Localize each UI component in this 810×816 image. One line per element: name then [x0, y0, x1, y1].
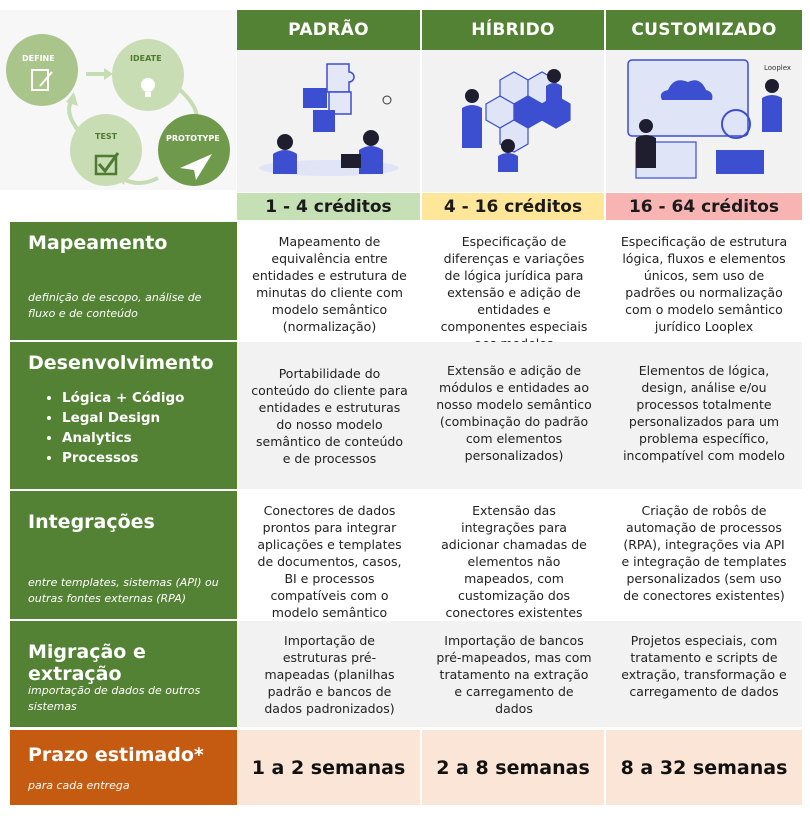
column-header-customizado: CUSTOMIZADO	[606, 10, 802, 50]
cell-integracoes-hibrido: Extensão das integrações para adicionar chamadas de elementos não mapeados, com customização dos conectores existentes	[422, 491, 606, 619]
row-title: Mapeamento	[28, 232, 168, 254]
cell-desenvolvimento-hibrido: Extensão e adição de módulos e entidades ao nosso modelo semântico (combinação do padrão com elementos personalizados)	[422, 342, 606, 489]
row-header-mapeamento	[10, 222, 237, 340]
step-ideate-label: IDEATE	[130, 54, 162, 63]
cell-migracao-padrao: Importação de estruturas pré-mapeadas (planilhas padrão e bancos de dados padronizados)	[237, 621, 422, 727]
cell-desenvolvimento-padrao: Portabilidade do conteúdo do cliente para entidades e estruturas do nosso modelo semântico de conteúdo e de processos	[237, 342, 422, 489]
cell-mapeamento-padrao: Mapeamento de equivalência entre entidades e estrutura de minutas do cliente com modelo semântico (normalização)	[237, 222, 422, 340]
list-item: • Processos	[62, 448, 229, 468]
list-item: • Legal Design	[62, 408, 229, 428]
illustration-padrao	[237, 50, 420, 192]
row-header-migracao	[10, 621, 237, 727]
cell-mapeamento-customizado: Especificação de estrutura lógica, fluxos e elementos únicos, sem uso de padrões ou normalização com o modelo semântico jurídico Looplex	[606, 222, 802, 340]
cell-desenvolvimento-customizado: Elementos de lógica, design, análise e/ou processos totalmente personalizados para um problema específico, incompatível com modelo	[606, 342, 802, 489]
prazo-hibrido: 2 a 8 semanas	[422, 730, 604, 805]
column-header-padrao: PADRÃO	[237, 10, 420, 50]
svg-text:Looplex: Looplex	[764, 64, 792, 72]
row-title: Migração e extração	[28, 641, 146, 685]
row-header-desenvolvimento	[10, 342, 237, 489]
row-subtitle: definição de escopo, análise de fluxo e de conteúdo	[28, 291, 202, 320]
step-prototype-label: PROTOTYPE	[166, 134, 220, 143]
cell-integracoes-padrao: Conectores de dados prontos para integrar aplicações e templates de documentos, casos, BI e processos compatíveis com o modelo semântico	[237, 491, 422, 619]
column-header-hibrido: HÍBRIDO	[422, 10, 604, 50]
cell-migracao-customizado: Projetos especiais, com tratamento e scripts de extração, transformação e carregamento de dados	[606, 621, 802, 727]
step-test-label: TEST	[95, 132, 118, 141]
row-subtitle: entre templates, sistemas (API) ou outras fontes externas (RPA)	[28, 576, 219, 605]
row-bullet-list	[28, 388, 229, 468]
row-title: Desenvolvimento	[28, 352, 214, 374]
row-title: Integrações	[28, 511, 155, 533]
credits-customizado: 16 - 64 créditos	[606, 193, 802, 220]
list-item: • Lógica + Código	[62, 388, 229, 408]
cell-migracao-hibrido: Importação de bancos pré-mapeados, mas com tratamento na extração e carregamento de dados	[422, 621, 606, 727]
row-title: Prazo estimado*	[28, 744, 204, 766]
credits-padrao: 1 - 4 créditos	[237, 193, 420, 220]
illustration-hibrido	[422, 50, 604, 192]
row-subtitle: para cada entrega	[28, 779, 130, 792]
row-header-integracoes	[10, 491, 237, 619]
row-subtitle: importação de dados de outros sistemas	[28, 684, 201, 713]
credits-hibrido: 4 - 16 créditos	[422, 193, 604, 220]
illustration-customizado	[606, 50, 802, 192]
prazo-customizado: 8 a 32 semanas	[606, 730, 802, 805]
design-thinking-diagram	[0, 10, 236, 190]
row-header-prazo	[10, 730, 237, 805]
cell-integracoes-customizado: Criação de robôs de automação de processos (RPA), integrações via API e integração de templates personalizados (sem uso de conectores existentes)	[606, 491, 802, 619]
step-define-label: DEFINE	[22, 54, 55, 63]
prazo-padrao: 1 a 2 semanas	[237, 730, 420, 805]
list-item: • Analytics	[62, 428, 229, 448]
cell-mapeamento-hibrido: Especificação de diferenças e variações de lógica jurídica para extensão e adição de entidades e componentes especiais	[422, 222, 606, 340]
